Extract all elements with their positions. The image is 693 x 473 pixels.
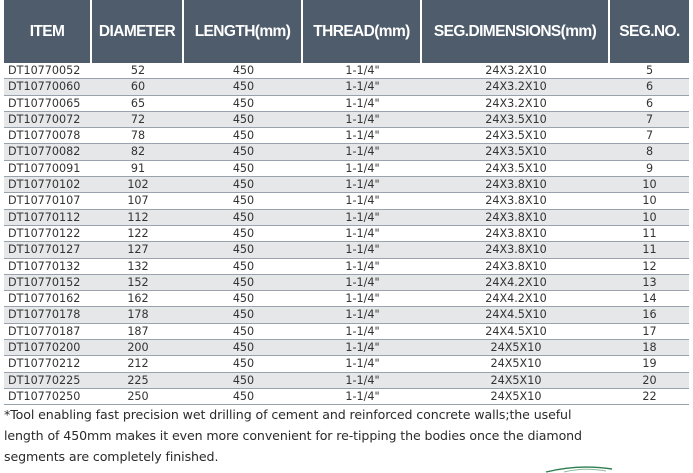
cell-item: DT10770162 <box>4 291 92 307</box>
cell-item: DT10770212 <box>4 356 92 372</box>
table-row <box>4 161 689 177</box>
cell-length: 450 <box>184 307 303 323</box>
header-length: LENGTH(mm) <box>184 0 303 63</box>
cell-seg-dimensions: 24X4.2X10 <box>422 275 610 291</box>
table-row <box>4 210 689 226</box>
cell-seg-dimensions: 24X5X10 <box>422 389 610 405</box>
cell-seg-dimensions: 24X3.8X10 <box>422 177 610 193</box>
cell-thread: 1-1/4" <box>303 226 422 242</box>
cell-diameter: 250 <box>92 389 184 405</box>
header-diameter: DIAMETER <box>92 0 184 63</box>
cell-seg-no: 6 <box>610 96 689 112</box>
cell-item: DT10770102 <box>4 177 92 193</box>
cell-seg-dimensions: 24X3.5X10 <box>422 128 610 144</box>
cell-thread: 1-1/4" <box>303 112 422 128</box>
cell-seg-dimensions: 24X3.5X10 <box>422 161 610 177</box>
table-row <box>4 259 689 275</box>
cell-seg-no: 22 <box>610 389 689 405</box>
cell-diameter: 187 <box>92 324 184 340</box>
cell-thread: 1-1/4" <box>303 291 422 307</box>
cell-seg-no: 6 <box>610 79 689 95</box>
cell-seg-dimensions: 24X5X10 <box>422 373 610 389</box>
spec-table <box>4 0 689 405</box>
cell-seg-dimensions: 24X4.5X10 <box>422 307 610 323</box>
cell-seg-no: 10 <box>610 210 689 226</box>
cell-diameter: 200 <box>92 340 184 356</box>
cell-thread: 1-1/4" <box>303 275 422 291</box>
cell-thread: 1-1/4" <box>303 144 422 160</box>
cell-thread: 1-1/4" <box>303 210 422 226</box>
cell-thread: 1-1/4" <box>303 389 422 405</box>
cell-item: DT10770122 <box>4 226 92 242</box>
cell-length: 450 <box>184 177 303 193</box>
footnote-line-3: segments are completely finished. <box>4 449 219 464</box>
cell-seg-no: 19 <box>610 356 689 372</box>
spec-table-container <box>4 0 689 405</box>
cell-seg-no: 7 <box>610 112 689 128</box>
cell-item: DT10770112 <box>4 210 92 226</box>
cell-seg-no: 16 <box>610 307 689 323</box>
cell-thread: 1-1/4" <box>303 161 422 177</box>
cell-item: DT10770187 <box>4 324 92 340</box>
table-row <box>4 242 689 258</box>
header-thread: THREAD(mm) <box>303 0 422 63</box>
cell-diameter: 72 <box>92 112 184 128</box>
cell-seg-no: 13 <box>610 275 689 291</box>
cell-diameter: 107 <box>92 193 184 209</box>
cell-seg-dimensions: 24X3.2X10 <box>422 63 610 79</box>
cell-length: 450 <box>184 63 303 79</box>
cell-length: 450 <box>184 324 303 340</box>
footnote <box>4 404 689 467</box>
swoosh-stroke-light <box>564 469 606 472</box>
cell-item: DT10770078 <box>4 128 92 144</box>
table-row <box>4 307 689 323</box>
cell-length: 450 <box>184 356 303 372</box>
cell-item: DT10770065 <box>4 96 92 112</box>
table-row <box>4 275 689 291</box>
cell-diameter: 60 <box>92 79 184 95</box>
cell-item: DT10770107 <box>4 193 92 209</box>
cell-thread: 1-1/4" <box>303 128 422 144</box>
table-row <box>4 340 689 356</box>
table-row <box>4 79 689 95</box>
header-seg-no: SEG.NO. <box>610 0 689 63</box>
cell-item: DT10770060 <box>4 79 92 95</box>
header-item: ITEM <box>4 0 92 63</box>
cell-seg-no: 10 <box>610 177 689 193</box>
cell-diameter: 112 <box>92 210 184 226</box>
cell-thread: 1-1/4" <box>303 324 422 340</box>
cell-seg-no: 17 <box>610 324 689 340</box>
cell-length: 450 <box>184 161 303 177</box>
cell-diameter: 152 <box>92 275 184 291</box>
table-body <box>4 63 689 405</box>
header-row <box>4 0 689 63</box>
cell-length: 450 <box>184 275 303 291</box>
cell-thread: 1-1/4" <box>303 307 422 323</box>
cell-diameter: 122 <box>92 226 184 242</box>
cell-diameter: 52 <box>92 63 184 79</box>
cell-seg-dimensions: 24X3.8X10 <box>422 242 610 258</box>
cell-thread: 1-1/4" <box>303 193 422 209</box>
cell-item: DT10770132 <box>4 259 92 275</box>
cell-item: DT10770052 <box>4 63 92 79</box>
cell-item: DT10770082 <box>4 144 92 160</box>
cell-length: 450 <box>184 291 303 307</box>
cell-item: DT10770225 <box>4 373 92 389</box>
table-row <box>4 193 689 209</box>
table-row <box>4 112 689 128</box>
table-row <box>4 177 689 193</box>
cell-length: 450 <box>184 226 303 242</box>
cell-seg-dimensions: 24X3.2X10 <box>422 96 610 112</box>
cell-diameter: 65 <box>92 96 184 112</box>
table-row <box>4 128 689 144</box>
cell-length: 450 <box>184 373 303 389</box>
cell-item: DT10770200 <box>4 340 92 356</box>
cell-seg-no: 14 <box>610 291 689 307</box>
cell-length: 450 <box>184 144 303 160</box>
cell-length: 450 <box>184 389 303 405</box>
cell-diameter: 132 <box>92 259 184 275</box>
cell-item: DT10770178 <box>4 307 92 323</box>
cell-diameter: 178 <box>92 307 184 323</box>
decorative-swoosh-graphic <box>544 463 614 473</box>
cell-seg-dimensions: 24X5X10 <box>422 340 610 356</box>
cell-seg-dimensions: 24X4.2X10 <box>422 291 610 307</box>
table-row <box>4 373 689 389</box>
table-row <box>4 144 689 160</box>
cell-diameter: 91 <box>92 161 184 177</box>
cell-thread: 1-1/4" <box>303 373 422 389</box>
table-row <box>4 96 689 112</box>
cell-diameter: 78 <box>92 128 184 144</box>
footnote-line-2: length of 450mm makes it even more convenient for re-tipping the bodies once the diamond <box>4 428 582 443</box>
cell-seg-dimensions: 24X3.5X10 <box>422 144 610 160</box>
cell-length: 450 <box>184 128 303 144</box>
table-row <box>4 291 689 307</box>
cell-thread: 1-1/4" <box>303 96 422 112</box>
cell-thread: 1-1/4" <box>303 63 422 79</box>
cell-diameter: 162 <box>92 291 184 307</box>
cell-seg-no: 18 <box>610 340 689 356</box>
cell-thread: 1-1/4" <box>303 259 422 275</box>
cell-thread: 1-1/4" <box>303 177 422 193</box>
cell-seg-no: 8 <box>610 144 689 160</box>
cell-item: DT10770152 <box>4 275 92 291</box>
cell-diameter: 102 <box>92 177 184 193</box>
cell-seg-dimensions: 24X3.5X10 <box>422 112 610 128</box>
cell-thread: 1-1/4" <box>303 242 422 258</box>
cell-seg-no: 5 <box>610 63 689 79</box>
cell-item: DT10770127 <box>4 242 92 258</box>
cell-diameter: 82 <box>92 144 184 160</box>
table-header <box>4 0 689 63</box>
table-row <box>4 226 689 242</box>
cell-seg-dimensions: 24X4.5X10 <box>422 324 610 340</box>
cell-seg-no: 20 <box>610 373 689 389</box>
cell-diameter: 127 <box>92 242 184 258</box>
cell-seg-no: 11 <box>610 242 689 258</box>
cell-item: DT10770072 <box>4 112 92 128</box>
cell-length: 450 <box>184 112 303 128</box>
cell-seg-no: 9 <box>610 161 689 177</box>
cell-item: DT10770250 <box>4 389 92 405</box>
cell-length: 450 <box>184 242 303 258</box>
footnote-line-1: *Tool enabling fast precision wet drilling of cement and reinforced concrete walls;the useful <box>4 407 572 422</box>
cell-length: 450 <box>184 193 303 209</box>
table-row <box>4 63 689 79</box>
cell-item: DT10770091 <box>4 161 92 177</box>
cell-thread: 1-1/4" <box>303 356 422 372</box>
table-row <box>4 324 689 340</box>
cell-seg-dimensions: 24X3.8X10 <box>422 259 610 275</box>
table-row <box>4 389 689 405</box>
header-seg-dimensions: SEG.DIMENSIONS(mm) <box>422 0 610 63</box>
cell-length: 450 <box>184 259 303 275</box>
cell-diameter: 212 <box>92 356 184 372</box>
cell-length: 450 <box>184 96 303 112</box>
cell-seg-no: 12 <box>610 259 689 275</box>
cell-diameter: 225 <box>92 373 184 389</box>
table-row <box>4 356 689 372</box>
cell-seg-dimensions: 24X5X10 <box>422 356 610 372</box>
cell-seg-dimensions: 24X3.8X10 <box>422 193 610 209</box>
cell-seg-no: 10 <box>610 193 689 209</box>
cell-length: 450 <box>184 340 303 356</box>
cell-seg-no: 11 <box>610 226 689 242</box>
cell-length: 450 <box>184 210 303 226</box>
cell-thread: 1-1/4" <box>303 340 422 356</box>
cell-seg-dimensions: 24X3.2X10 <box>422 79 610 95</box>
cell-thread: 1-1/4" <box>303 79 422 95</box>
cell-length: 450 <box>184 79 303 95</box>
cell-seg-dimensions: 24X3.8X10 <box>422 226 610 242</box>
cell-seg-no: 7 <box>610 128 689 144</box>
cell-seg-dimensions: 24X3.8X10 <box>422 210 610 226</box>
